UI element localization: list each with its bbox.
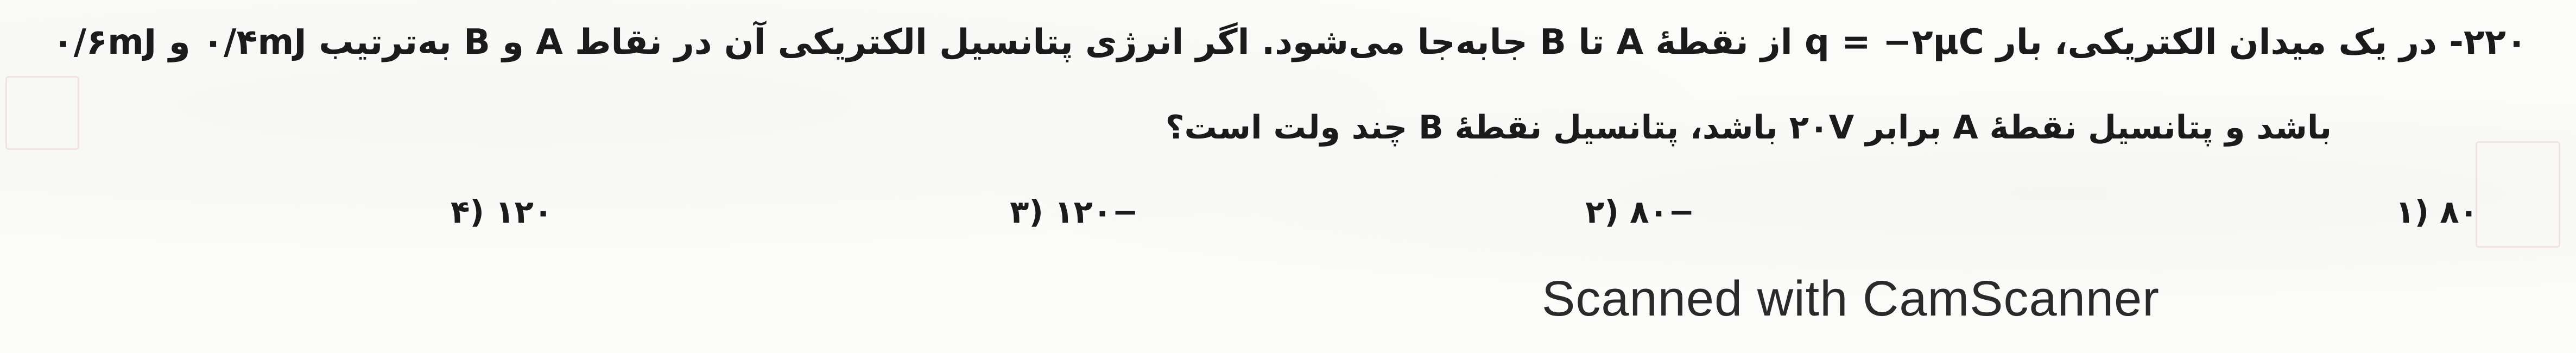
option-1: ۸۰ (۱ bbox=[2395, 193, 2478, 230]
question-line-1: ۲۲۰- در یک میدان الکتریکی، بار q = −۲µC از نقطهٔ A تا B جابه‌جا می‌شود. اگر انرژی پتانسیل الکتریکی آن در نقاط A و B به‌ترتیب ۰/۴mJ و ۰/۶mJ bbox=[52, 22, 2527, 62]
option-3: −۱۲۰ (۳ bbox=[1010, 193, 1138, 230]
option-2: −۸۰ (۲ bbox=[1585, 193, 1695, 230]
option-4: ۱۲۰ (۴ bbox=[451, 193, 553, 230]
question-line-2: باشد و پتانسیل نقطهٔ A برابر ۲۰V باشد، پتانسیل نقطهٔ B چند ولت است؟ bbox=[1165, 109, 2332, 147]
faint-stamp-mark bbox=[2476, 141, 2560, 248]
camscanner-watermark: Scanned with CamScanner bbox=[1542, 271, 2160, 326]
faint-stamp-mark bbox=[5, 76, 79, 150]
